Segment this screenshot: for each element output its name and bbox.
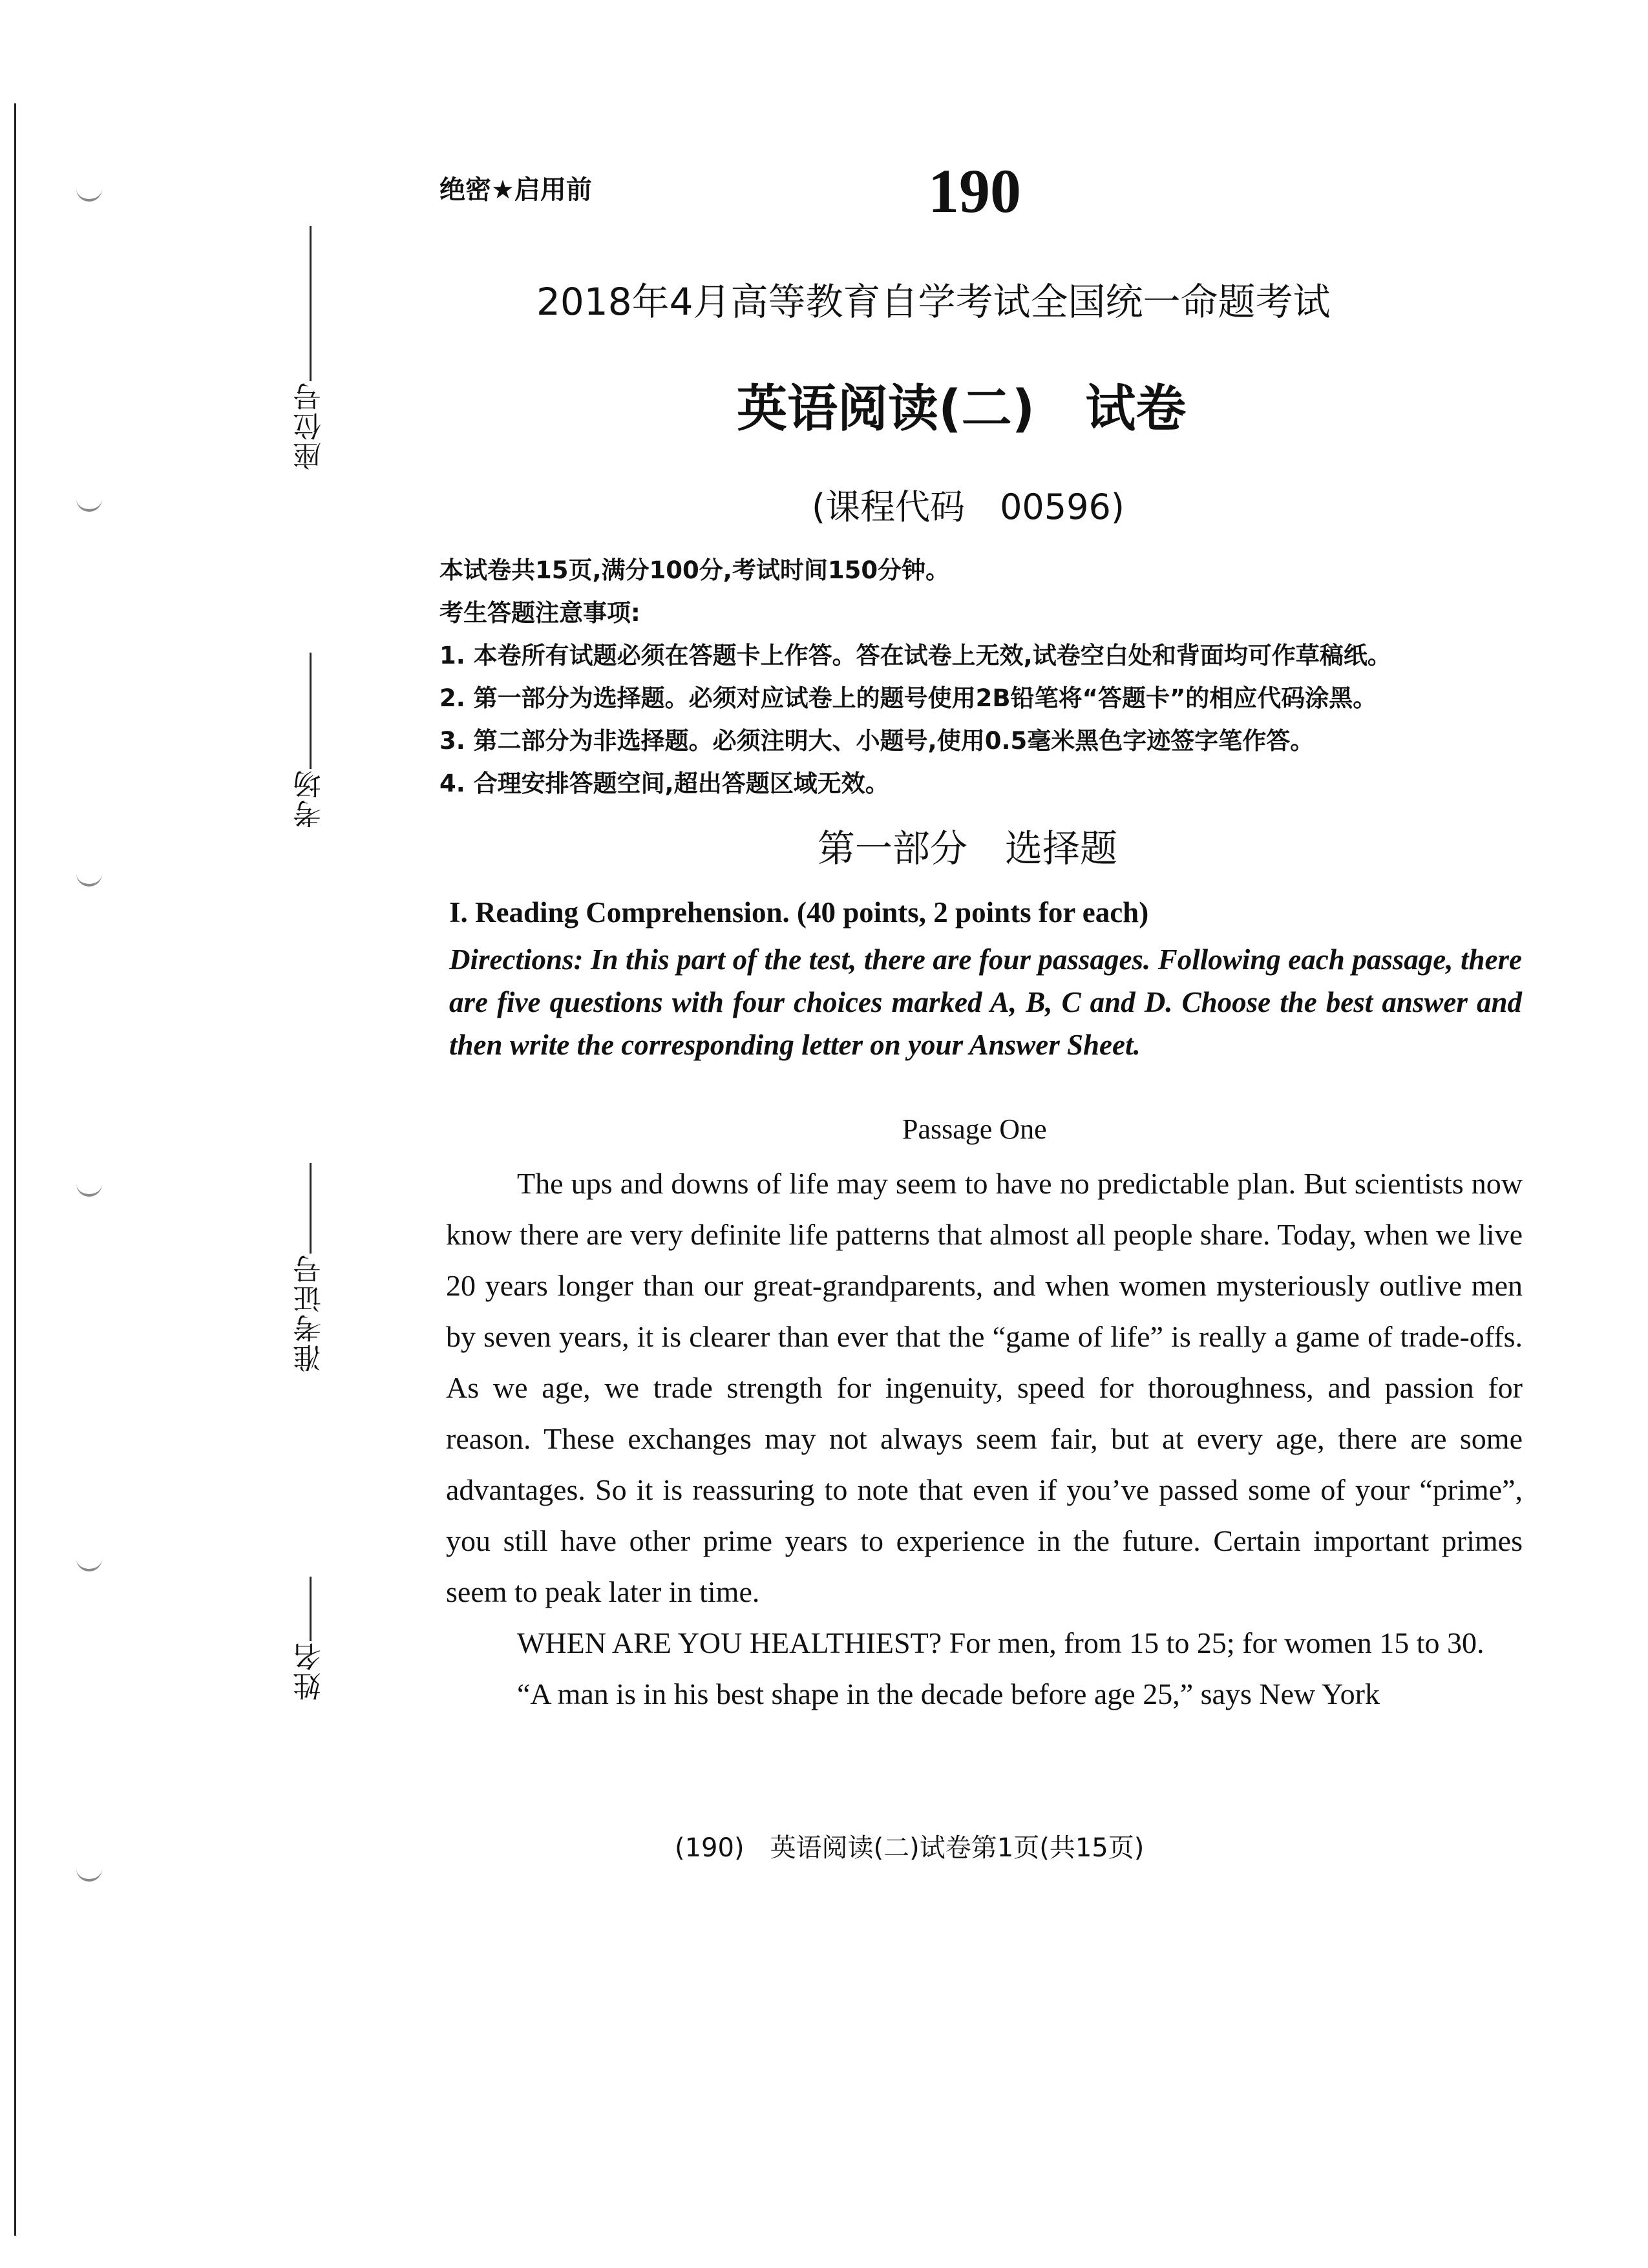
punch-hole-mark (76, 1861, 102, 1882)
notice-item: 3. 第二部分为非选择题。必须注明大、小题号,使用0.5毫米黑色字迹签字笔作答。 (439, 727, 1315, 755)
passage-title: Passage One (902, 1113, 1047, 1145)
name-line[interactable] (310, 1577, 312, 1641)
punch-hole-mark (76, 1551, 102, 1571)
directions: Directions: In this part of the test, there are four passages. Following each passage, there are five questions with four choices marked A, B, C and D. Choose the best answer and then write the corresponding letter on your Answer Sheet. (449, 943, 1522, 1061)
passage-paragraph: WHEN ARE YOU HEALTHIEST? For men, from 15 to 25; for women 15 to 30. (517, 1626, 1484, 1659)
confidential-label: 绝密★启用前 (439, 175, 592, 205)
punch-hole-mark (76, 866, 102, 887)
admission-number-field[interactable] (284, 1163, 336, 1372)
course-code: (课程代码 00596) (812, 487, 1125, 527)
notice-item: 4. 合理安排答题空间,超出答题区域无效。 (439, 770, 889, 797)
notice-item: 1. 本卷所有试题必须在答题卡上作答。答在试卷上无效,试卷空白处和背面均可作草稿纸。 (439, 642, 1391, 669)
paper-title: 英语阅读(二) 试卷 (737, 380, 1187, 438)
exam-room-field[interactable] (284, 653, 336, 828)
exam-room-label: 考场 (293, 769, 326, 828)
exam-room-line[interactable] (310, 653, 312, 769)
punch-hole-mark (76, 181, 102, 202)
page-footer: (190) 英语阅读(二)试卷第1页(共15页) (675, 1833, 1145, 1863)
passage-paragraph: “A man is in his best shape in the decade before age 25,” says New York (517, 1677, 1380, 1710)
name-label: 姓名 (293, 1641, 326, 1701)
punch-hole-mark (76, 1176, 102, 1197)
punch-hole-mark (76, 491, 102, 512)
notice-summary: 本试卷共15页,满分100分,考试时间150分钟。 (439, 556, 950, 584)
notice-item: 2. 第一部分为选择题。必须对应试卷上的题号使用2B铅笔将“答题卡”的相应代码涂黑。 (439, 684, 1377, 712)
part-title: 第一部分 选择题 (818, 826, 1118, 870)
name-field[interactable] (284, 1577, 336, 1701)
seat-number-label: 座位号 (293, 381, 326, 470)
passage-body (446, 1158, 1523, 1719)
seat-number-line[interactable] (310, 226, 312, 381)
passage-paragraph: The ups and downs of life may seem to have no predictable plan. But scientists now know there are very definite life patterns that almost all people share. Today, when we live 20 years longer than our great-grandparents, and when women mysteriously outlive men by seven years, it is clearer than ever that the “game of life” is really a game of trade-offs. As we age, we trade strength for ingenuity, speed for thoroughness, and passion for reason. These exchanges may not always seem fair, but at every age, there are some advantages. So it is reassuring to note that even if you’ve passed some of your “prime”, you still have other prime years to experience in the future. Certain important primes seem to peak later in time. (446, 1167, 1523, 1608)
section-heading: I. Reading Comprehension. (40 points, 2 points for each) (449, 896, 1149, 929)
paper-number: 190 (928, 156, 1021, 226)
admission-number-label: 准考证号 (293, 1254, 326, 1372)
admission-number-line[interactable] (310, 1163, 312, 1254)
exam-title: 2018年4月高等教育自学考试全国统一命题考试 (536, 280, 1331, 324)
binding-line (14, 103, 16, 2236)
notice-heading: 考生答题注意事项: (439, 599, 640, 627)
seat-number-field[interactable] (284, 226, 336, 470)
